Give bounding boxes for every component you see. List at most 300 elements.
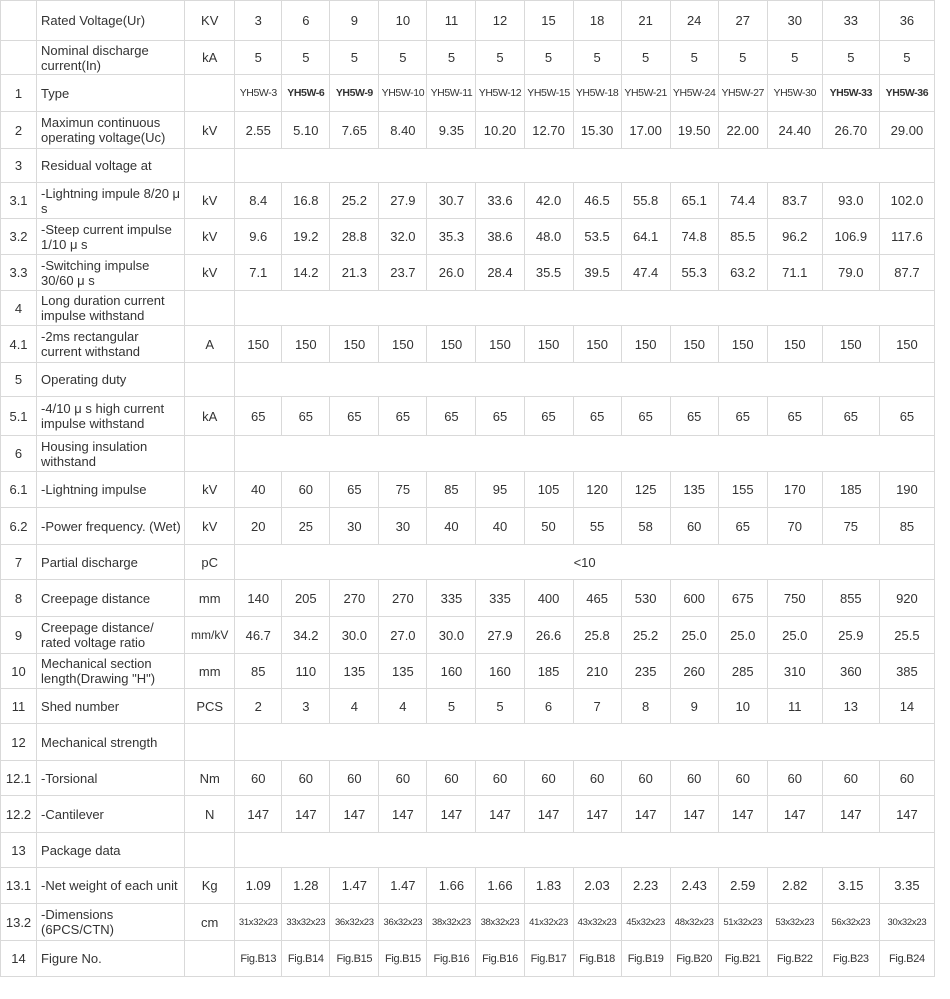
- value-cell: 8: [621, 689, 670, 724]
- value-cell: 36x32x23: [379, 904, 427, 941]
- value-cell: 25: [282, 508, 330, 545]
- table-row: [1, 75, 935, 112]
- table-row: [1, 941, 935, 977]
- value-cell: 675: [718, 580, 767, 617]
- value-cell: 65: [476, 397, 524, 436]
- value-cell: 125: [621, 472, 670, 508]
- value-cell: 170: [767, 472, 822, 508]
- value-cell: 65: [573, 397, 621, 436]
- value-cell: 16.8: [282, 183, 330, 219]
- value-cell: 39.5: [573, 255, 621, 291]
- value-cell: 150: [476, 326, 524, 363]
- row-number-cell: 1: [1, 75, 37, 112]
- value-cell: 2.43: [670, 868, 718, 904]
- value-cell: 2.55: [235, 112, 282, 149]
- value-cell: 147: [573, 796, 621, 833]
- table-row: [1, 833, 935, 868]
- value-cell: 58: [621, 508, 670, 545]
- value-cell: 15.30: [573, 112, 621, 149]
- value-cell: 147: [235, 796, 282, 833]
- parameter-cell: -Steep current impulse 1/10 μ s: [37, 219, 185, 255]
- value-cell: 5: [879, 41, 934, 75]
- value-cell: 20: [235, 508, 282, 545]
- parameter-cell: -Switching impulse 30/60 μ s: [37, 255, 185, 291]
- value-cell: 160: [476, 654, 524, 689]
- value-cell: 3: [282, 689, 330, 724]
- value-cell: 48.0: [524, 219, 573, 255]
- value-cell: 38.6: [476, 219, 524, 255]
- value-cell: 150: [822, 326, 879, 363]
- value-cell: 35.3: [427, 219, 476, 255]
- value-cell: 210: [573, 654, 621, 689]
- value-cell: 147: [427, 796, 476, 833]
- value-cell: Fig.B15: [330, 941, 379, 977]
- value-cell: 2.03: [573, 868, 621, 904]
- value-cell: 140: [235, 580, 282, 617]
- value-cell: 10: [718, 689, 767, 724]
- value-cell: 85: [879, 508, 934, 545]
- value-cell: 60: [670, 508, 718, 545]
- value-cell: 96.2: [767, 219, 822, 255]
- value-cell: 1.09: [235, 868, 282, 904]
- value-cell: 1.47: [330, 868, 379, 904]
- value-cell: 30.0: [427, 617, 476, 654]
- value-cell: 87.7: [879, 255, 934, 291]
- table-row: [1, 149, 935, 183]
- value-cell: 5: [476, 689, 524, 724]
- value-cell: 150: [573, 326, 621, 363]
- parameter-cell: Creepage distance/ rated voltage ratio: [37, 617, 185, 654]
- value-cell: 24.40: [767, 112, 822, 149]
- value-cell: 93.0: [822, 183, 879, 219]
- unit-cell: mm: [185, 580, 235, 617]
- value-cell: 30.7: [427, 183, 476, 219]
- value-cell: 150: [330, 326, 379, 363]
- value-cell: 65: [427, 397, 476, 436]
- unit-cell: Kg: [185, 868, 235, 904]
- parameter-cell: -Net weight of each unit: [37, 868, 185, 904]
- parameter-cell: -Dimensions (6PCS/CTN): [37, 904, 185, 941]
- value-cell: 11: [767, 689, 822, 724]
- value-cell: 920: [879, 580, 934, 617]
- value-cell: 150: [718, 326, 767, 363]
- value-cell: 22.00: [718, 112, 767, 149]
- value-cell: 117.6: [879, 219, 934, 255]
- value-cell: 1.83: [524, 868, 573, 904]
- value-cell: 53x32x23: [767, 904, 822, 941]
- row-number-cell: 12.1: [1, 761, 37, 796]
- unit-cell: [185, 75, 235, 112]
- value-cell: Fig.B23: [822, 941, 879, 977]
- value-cell: YH5W-6: [282, 75, 330, 112]
- value-cell: 60: [767, 761, 822, 796]
- value-cell: YH5W-30: [767, 75, 822, 112]
- value-cell: 65: [235, 397, 282, 436]
- value-cell: 5: [621, 41, 670, 75]
- value-cell: 750: [767, 580, 822, 617]
- value-cell: 11: [427, 1, 476, 41]
- value-cell: 12.70: [524, 112, 573, 149]
- row-number-cell: 3.2: [1, 219, 37, 255]
- row-number-cell: 13.2: [1, 904, 37, 941]
- value-cell: 25.5: [879, 617, 934, 654]
- parameter-cell: Housing insulation withstand: [37, 436, 185, 472]
- value-cell: 360: [822, 654, 879, 689]
- parameter-cell: Rated Voltage(Ur): [37, 1, 185, 41]
- parameter-cell: Type: [37, 75, 185, 112]
- row-number-cell: 6.1: [1, 472, 37, 508]
- parameter-cell: -Cantilever: [37, 796, 185, 833]
- value-cell: 75: [822, 508, 879, 545]
- value-cell: 31x32x23: [235, 904, 282, 941]
- row-number-cell: 5: [1, 363, 37, 397]
- value-cell: 310: [767, 654, 822, 689]
- unit-cell: mm/kV: [185, 617, 235, 654]
- row-number-cell: 4: [1, 291, 37, 326]
- parameter-cell: Mechanical strength: [37, 724, 185, 761]
- value-cell: Fig.B24: [879, 941, 934, 977]
- value-cell: 6: [282, 1, 330, 41]
- value-cell: 7.65: [330, 112, 379, 149]
- value-cell: 150: [235, 326, 282, 363]
- value-cell: 65: [330, 472, 379, 508]
- value-cell: 27.9: [379, 183, 427, 219]
- row-number-cell: 3: [1, 149, 37, 183]
- value-cell: 60: [670, 761, 718, 796]
- value-cell: 9: [670, 689, 718, 724]
- value-cell: 65: [879, 397, 934, 436]
- value-cell: YH5W-27: [718, 75, 767, 112]
- value-cell: 56x32x23: [822, 904, 879, 941]
- value-cell: 65: [524, 397, 573, 436]
- value-cell: Fig.B19: [621, 941, 670, 977]
- value-cell: 5: [235, 41, 282, 75]
- value-cell: 160: [427, 654, 476, 689]
- table-row: [1, 255, 935, 291]
- table-row: [1, 580, 935, 617]
- value-cell: 30: [330, 508, 379, 545]
- row-number-cell: 8: [1, 580, 37, 617]
- value-cell: 147: [621, 796, 670, 833]
- value-cell: 36: [879, 1, 934, 41]
- value-cell: 85.5: [718, 219, 767, 255]
- value-cell: 190: [879, 472, 934, 508]
- table-row: [1, 363, 935, 397]
- value-cell: 19.2: [282, 219, 330, 255]
- value-cell: 25.0: [670, 617, 718, 654]
- empty-cell: [235, 291, 935, 326]
- value-cell: 335: [476, 580, 524, 617]
- unit-cell: pC: [185, 545, 235, 580]
- value-cell: 28.8: [330, 219, 379, 255]
- value-cell: Fig.B21: [718, 941, 767, 977]
- value-cell: 147: [718, 796, 767, 833]
- value-cell: 13: [822, 689, 879, 724]
- value-cell: 600: [670, 580, 718, 617]
- value-cell: 147: [476, 796, 524, 833]
- unit-cell: [185, 363, 235, 397]
- value-cell: 24: [670, 1, 718, 41]
- table-row: [1, 183, 935, 219]
- value-cell: 83.7: [767, 183, 822, 219]
- value-cell: 33: [822, 1, 879, 41]
- value-cell: 5: [718, 41, 767, 75]
- value-cell: 29.00: [879, 112, 934, 149]
- value-cell: 26.0: [427, 255, 476, 291]
- unit-cell: [185, 149, 235, 183]
- value-cell: 2: [235, 689, 282, 724]
- value-cell: 42.0: [524, 183, 573, 219]
- table-row: [1, 41, 935, 75]
- value-cell: 8.4: [235, 183, 282, 219]
- value-cell: 147: [879, 796, 934, 833]
- value-cell: 70: [767, 508, 822, 545]
- unit-cell: Nm: [185, 761, 235, 796]
- value-cell: 65.1: [670, 183, 718, 219]
- value-cell: 23.7: [379, 255, 427, 291]
- value-cell: 45x32x23: [621, 904, 670, 941]
- value-cell: 55: [573, 508, 621, 545]
- value-cell: 60: [282, 761, 330, 796]
- row-number-cell: 12: [1, 724, 37, 761]
- value-cell: 106.9: [822, 219, 879, 255]
- value-cell: 65: [767, 397, 822, 436]
- value-cell: 150: [670, 326, 718, 363]
- value-cell: 74.8: [670, 219, 718, 255]
- value-cell: 25.0: [718, 617, 767, 654]
- value-cell: 38x32x23: [476, 904, 524, 941]
- unit-cell: cm: [185, 904, 235, 941]
- value-cell: 26.70: [822, 112, 879, 149]
- parameter-cell: -Lightning impule 8/20 μ s: [37, 183, 185, 219]
- parameter-cell: -4/10 μ s high current impulse withstand: [37, 397, 185, 436]
- value-cell: 9.6: [235, 219, 282, 255]
- unit-cell: kV: [185, 112, 235, 149]
- value-cell: 40: [427, 508, 476, 545]
- empty-cell: [235, 436, 935, 472]
- unit-cell: [185, 724, 235, 761]
- value-cell: 65: [822, 397, 879, 436]
- value-cell: 5: [427, 689, 476, 724]
- value-cell: 32.0: [379, 219, 427, 255]
- value-cell: 65: [718, 397, 767, 436]
- table-row: [1, 689, 935, 724]
- parameter-cell: Package data: [37, 833, 185, 868]
- value-cell: 150: [282, 326, 330, 363]
- unit-cell: kV: [185, 255, 235, 291]
- value-cell: 21: [621, 1, 670, 41]
- value-cell: 150: [879, 326, 934, 363]
- value-cell: 30x32x23: [879, 904, 934, 941]
- table-row: [1, 545, 935, 580]
- value-cell: 10.20: [476, 112, 524, 149]
- value-cell: 5.10: [282, 112, 330, 149]
- value-cell: 12: [476, 1, 524, 41]
- value-cell: 55.8: [621, 183, 670, 219]
- row-number-cell: 5.1: [1, 397, 37, 436]
- value-cell: 3.35: [879, 868, 934, 904]
- value-cell: 1.66: [427, 868, 476, 904]
- value-cell: 25.0: [767, 617, 822, 654]
- value-cell: 60: [524, 761, 573, 796]
- value-cell: 41x32x23: [524, 904, 573, 941]
- value-cell: 5: [524, 41, 573, 75]
- value-cell: 6: [524, 689, 573, 724]
- value-cell: 5: [379, 41, 427, 75]
- value-cell: 85: [235, 654, 282, 689]
- row-number-cell: 12.2: [1, 796, 37, 833]
- value-cell: 74.4: [718, 183, 767, 219]
- table-row: [1, 508, 935, 545]
- value-cell: 46.7: [235, 617, 282, 654]
- empty-cell: [235, 363, 935, 397]
- value-cell: Fig.B18: [573, 941, 621, 977]
- value-cell: 60: [282, 472, 330, 508]
- value-cell: 25.2: [330, 183, 379, 219]
- value-cell: YH5W-36: [879, 75, 934, 112]
- table-row: [1, 472, 935, 508]
- table-row: [1, 796, 935, 833]
- table-row: [1, 868, 935, 904]
- value-cell: 50: [524, 508, 573, 545]
- value-cell: 28.4: [476, 255, 524, 291]
- table-row: [1, 654, 935, 689]
- value-cell: 5: [670, 41, 718, 75]
- value-cell: 25.9: [822, 617, 879, 654]
- value-cell: 2.82: [767, 868, 822, 904]
- value-cell: 27: [718, 1, 767, 41]
- value-cell: 43x32x23: [573, 904, 621, 941]
- value-cell: 35.5: [524, 255, 573, 291]
- value-cell: 5: [822, 41, 879, 75]
- parameter-cell: -Power frequency. (Wet): [37, 508, 185, 545]
- value-cell: 40: [235, 472, 282, 508]
- table-row: [1, 617, 935, 654]
- value-cell: 5: [573, 41, 621, 75]
- value-cell: 65: [330, 397, 379, 436]
- value-cell: 147: [379, 796, 427, 833]
- value-cell: 15: [524, 1, 573, 41]
- value-cell: 33x32x23: [282, 904, 330, 941]
- parameter-cell: -Torsional: [37, 761, 185, 796]
- unit-cell: KV: [185, 1, 235, 41]
- value-cell: 85: [427, 472, 476, 508]
- value-cell: 10: [379, 1, 427, 41]
- value-cell: 185: [524, 654, 573, 689]
- row-number-cell: 7: [1, 545, 37, 580]
- value-cell: YH5W-3: [235, 75, 282, 112]
- row-number-cell: [1, 41, 37, 75]
- value-cell: 27.0: [379, 617, 427, 654]
- value-cell: 3: [235, 1, 282, 41]
- parameter-cell: -Lightning impulse: [37, 472, 185, 508]
- value-cell: 185: [822, 472, 879, 508]
- value-cell: 147: [282, 796, 330, 833]
- row-number-cell: [1, 1, 37, 41]
- value-cell: 36x32x23: [330, 904, 379, 941]
- table-row: [1, 219, 935, 255]
- value-cell: 5: [767, 41, 822, 75]
- value-cell: YH5W-12: [476, 75, 524, 112]
- value-cell: 95: [476, 472, 524, 508]
- unit-cell: kV: [185, 508, 235, 545]
- row-number-cell: 6.2: [1, 508, 37, 545]
- unit-cell: N: [185, 796, 235, 833]
- unit-cell: kV: [185, 472, 235, 508]
- unit-cell: kA: [185, 41, 235, 75]
- value-cell: 14.2: [282, 255, 330, 291]
- row-number-cell: 11: [1, 689, 37, 724]
- value-cell: 8.40: [379, 112, 427, 149]
- row-number-cell: 9: [1, 617, 37, 654]
- parameter-cell: Partial discharge: [37, 545, 185, 580]
- unit-cell: PCS: [185, 689, 235, 724]
- value-cell: 9.35: [427, 112, 476, 149]
- parameter-cell: -2ms rectangular current withstand: [37, 326, 185, 363]
- value-cell: 150: [427, 326, 476, 363]
- row-number-cell: 10: [1, 654, 37, 689]
- parameter-cell: Maximun continuous operating voltage(Uc): [37, 112, 185, 149]
- value-cell: 5: [282, 41, 330, 75]
- value-cell: 260: [670, 654, 718, 689]
- value-cell: 60: [573, 761, 621, 796]
- value-cell: 60: [330, 761, 379, 796]
- row-number-cell: 3.1: [1, 183, 37, 219]
- value-cell: 5: [476, 41, 524, 75]
- value-cell: 51x32x23: [718, 904, 767, 941]
- value-cell: 40: [476, 508, 524, 545]
- value-cell: Fig.B20: [670, 941, 718, 977]
- value-cell: YH5W-24: [670, 75, 718, 112]
- value-cell: 25.8: [573, 617, 621, 654]
- value-cell: 46.5: [573, 183, 621, 219]
- value-cell: YH5W-9: [330, 75, 379, 112]
- value-cell: 30.0: [330, 617, 379, 654]
- value-cell: 102.0: [879, 183, 934, 219]
- value-cell: 5: [427, 41, 476, 75]
- value-cell: YH5W-18: [573, 75, 621, 112]
- row-number-cell: 13: [1, 833, 37, 868]
- value-cell: 27.9: [476, 617, 524, 654]
- value-cell: 155: [718, 472, 767, 508]
- value-cell: 855: [822, 580, 879, 617]
- value-cell: 150: [524, 326, 573, 363]
- value-cell: 3.15: [822, 868, 879, 904]
- value-cell: 75: [379, 472, 427, 508]
- table-row: [1, 112, 935, 149]
- value-cell: 5: [330, 41, 379, 75]
- value-cell: YH5W-10: [379, 75, 427, 112]
- value-cell: YH5W-15: [524, 75, 573, 112]
- value-cell: 205: [282, 580, 330, 617]
- value-cell: YH5W-11: [427, 75, 476, 112]
- unit-cell: kV: [185, 183, 235, 219]
- value-cell: 270: [379, 580, 427, 617]
- table-row: [1, 1, 935, 41]
- value-cell: 38x32x23: [427, 904, 476, 941]
- value-cell: Fig.B16: [476, 941, 524, 977]
- parameter-cell: Residual voltage at: [37, 149, 185, 183]
- value-cell: 147: [330, 796, 379, 833]
- value-cell: 30: [379, 508, 427, 545]
- empty-cell: [235, 833, 935, 868]
- parameter-cell: Nominal discharge current(In): [37, 41, 185, 75]
- table-row: [1, 761, 935, 796]
- value-cell: 19.50: [670, 112, 718, 149]
- value-cell: 7.1: [235, 255, 282, 291]
- value-cell: Fig.B17: [524, 941, 573, 977]
- value-cell: 25.2: [621, 617, 670, 654]
